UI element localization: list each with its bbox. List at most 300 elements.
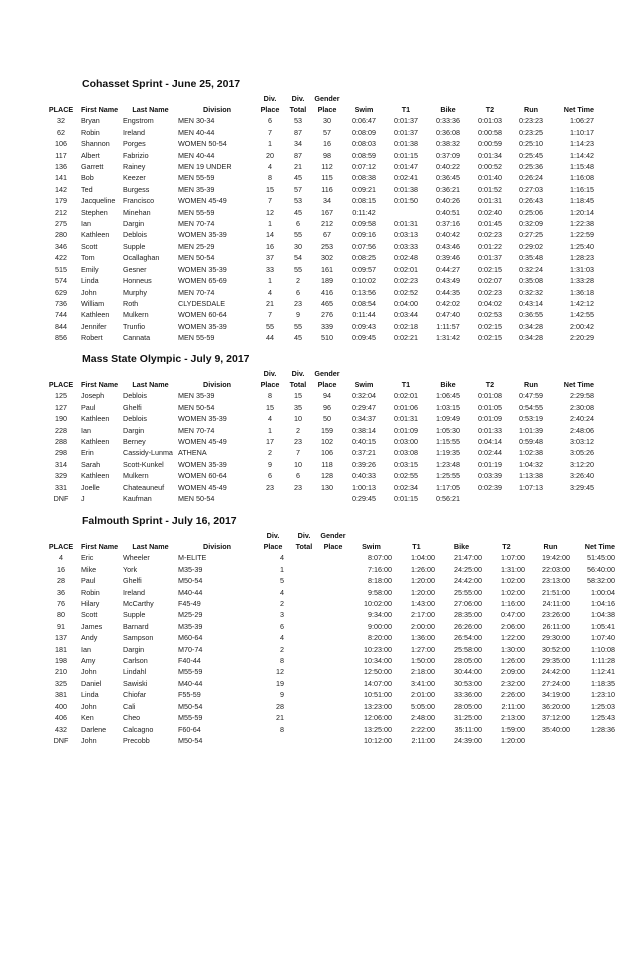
- net-time-cell: 1:11:28: [591, 656, 615, 666]
- first-name-cell: Kathleen: [81, 437, 110, 447]
- header-first-name: First Name: [81, 380, 119, 389]
- first-name-cell: Jennifer: [81, 321, 107, 331]
- net-time-cell: 2:30:08: [570, 402, 594, 412]
- division-cell: WOMEN 35-39: [178, 264, 227, 274]
- div-place-cell: 28: [276, 701, 284, 711]
- last-name-cell: Deblois: [123, 230, 147, 240]
- header-gender-place-top: Gender: [314, 369, 340, 378]
- t2-cell: 0:02:23: [478, 287, 502, 297]
- div-total-cell: [290, 644, 318, 655]
- swim-cell: 12:06:00: [364, 713, 392, 723]
- div-total-cell: 34: [294, 139, 302, 149]
- last-name-cell: Supple: [123, 241, 146, 251]
- last-name-cell: Porges: [123, 139, 146, 149]
- run-cell: 0:59:48: [519, 437, 543, 447]
- division-cell: MEN 35-39: [178, 391, 215, 401]
- header-first-name: First Name: [81, 542, 119, 551]
- last-name-cell: Roth: [123, 298, 139, 308]
- net-time-cell: 2:20:29: [570, 333, 594, 343]
- division-cell: MEN 25-29: [178, 241, 215, 251]
- t2-cell: 0:00:52: [478, 162, 502, 172]
- place-cell: 62: [57, 127, 65, 137]
- t1-cell: 0:02:01: [394, 391, 418, 401]
- division-cell: M40-44: [178, 587, 203, 597]
- net-time-cell: 1:10:17: [570, 127, 594, 137]
- div-place-cell: 9: [280, 690, 284, 700]
- division-cell: MEN 40-44: [178, 127, 215, 137]
- div-place-cell: 6: [268, 116, 272, 126]
- t2-cell: 0:02:53: [478, 310, 502, 320]
- table-row: [44, 172, 596, 183]
- div-place-cell: [256, 493, 284, 504]
- div-place-cell: 8: [268, 173, 272, 183]
- last-name-cell: Wheeler: [123, 553, 150, 563]
- t1-cell: 1:20:00: [411, 576, 435, 586]
- header-gender-place-top: Gender: [320, 531, 346, 540]
- division-cell: WOMEN 60-64: [178, 471, 227, 481]
- header-division: Division: [203, 380, 231, 389]
- run-cell: 0:25:10: [519, 139, 543, 149]
- place-cell: 432: [55, 724, 67, 734]
- place-cell: 125: [55, 391, 67, 401]
- t2-cell: 1:31:00: [501, 564, 525, 574]
- t2-cell: 0:01:31: [478, 196, 502, 206]
- swim-cell: 0:37:21: [352, 448, 376, 458]
- results-table: [44, 530, 617, 746]
- net-time-cell: 1:18:45: [570, 196, 594, 206]
- t2-cell: 0:01:19: [478, 459, 502, 469]
- div-place-cell: 16: [266, 241, 274, 251]
- place-cell: 329: [55, 471, 67, 481]
- bike-cell: 26:26:00: [454, 621, 482, 631]
- place-cell: 32: [57, 116, 65, 126]
- division-cell: M35-39: [178, 621, 203, 631]
- bike-cell: 1:03:15: [436, 402, 460, 412]
- swim-cell: 0:29:45: [352, 494, 376, 504]
- t1-cell: 1:27:00: [411, 644, 435, 654]
- header-div-total: Total: [295, 542, 313, 551]
- div-place-cell: 33: [266, 264, 274, 274]
- header-run: Run: [524, 105, 538, 114]
- first-name-cell: Ian: [81, 644, 91, 654]
- results-table: [44, 93, 596, 344]
- net-time-cell: 1:10:08: [591, 644, 615, 654]
- gender-place-cell: 50: [323, 414, 331, 424]
- bike-cell: 21:47:00: [454, 553, 482, 563]
- t1-cell: 2:18:00: [411, 667, 435, 677]
- gender-place-cell: 112: [321, 162, 333, 172]
- bike-cell: 1:15:55: [436, 437, 460, 447]
- bike-cell: 0:37:09: [436, 150, 460, 160]
- bike-cell: 0:56:21: [436, 494, 460, 504]
- div-place-cell: 15: [266, 402, 274, 412]
- swim-cell: 0:09:45: [352, 333, 376, 343]
- table-row: [44, 712, 617, 723]
- first-name-cell: Linda: [81, 276, 99, 286]
- t2-cell: 0:01:37: [478, 253, 502, 263]
- header-div-total-top: Div.: [291, 94, 305, 103]
- place-cell: 744: [55, 310, 67, 320]
- div-total-cell: 15: [294, 391, 302, 401]
- div-total-cell: 2: [296, 425, 300, 435]
- net-time-cell: 2:00:42: [570, 321, 594, 331]
- header-div-place: Place: [263, 542, 283, 551]
- last-name-cell: Dargin: [123, 644, 145, 654]
- division-cell: MEN 40-44: [178, 150, 215, 160]
- swim-cell: 10:02:00: [364, 599, 392, 609]
- place-cell: 275: [55, 219, 67, 229]
- run-cell: 0:25:36: [519, 162, 543, 172]
- place-cell: 137: [55, 633, 67, 643]
- place-cell: 142: [55, 184, 67, 194]
- header-division: Division: [203, 542, 231, 551]
- run-cell: 21:51:00: [542, 587, 570, 597]
- table-row: [44, 609, 617, 620]
- div-total-cell: [290, 735, 318, 746]
- div-total-cell: 87: [294, 150, 302, 160]
- place-cell: 346: [55, 241, 67, 251]
- gender-place-cell: 57: [323, 127, 331, 137]
- swim-cell: 8:07:00: [368, 553, 392, 563]
- first-name-cell: Joelle: [81, 482, 100, 492]
- run-cell: 0:32:09: [519, 219, 543, 229]
- run-cell: 0:47:59: [519, 391, 543, 401]
- bike-cell: 28:05:00: [454, 701, 482, 711]
- t2-cell: 0:00:59: [478, 139, 502, 149]
- table-row: [44, 666, 617, 677]
- division-cell: WOMEN 45-49: [178, 482, 227, 492]
- first-name-cell: Eric: [81, 553, 94, 563]
- first-name-cell: Robin: [81, 587, 100, 597]
- swim-cell: 0:08:25: [352, 253, 376, 263]
- bike-cell: 0:43:46: [436, 241, 460, 251]
- div-total-cell: 45: [294, 207, 302, 217]
- first-name-cell: Robert: [81, 333, 103, 343]
- header-bike: Bike: [440, 105, 456, 114]
- t2-cell: 1:20:00: [501, 735, 525, 745]
- t1-cell: 0:01:09: [394, 425, 418, 435]
- net-time-cell: 1:25:43: [591, 713, 615, 723]
- bike-cell: 0:40:22: [436, 162, 460, 172]
- gender-place-cell: [318, 587, 348, 598]
- run-cell: 0:26:43: [519, 196, 543, 206]
- bike-cell: 0:38:32: [436, 139, 460, 149]
- run-cell: 24:11:00: [542, 599, 570, 609]
- run-cell: 0:36:55: [519, 310, 543, 320]
- bike-cell: 0:40:26: [436, 196, 460, 206]
- swim-cell: 14:07:00: [364, 678, 392, 688]
- run-cell: 30:52:00: [542, 644, 570, 654]
- gender-place-cell: 116: [321, 184, 333, 194]
- place-cell: 422: [55, 253, 67, 263]
- gender-place-cell: 276: [321, 310, 333, 320]
- t2-cell: 2:32:00: [501, 678, 525, 688]
- gender-place-cell: [318, 666, 348, 677]
- table-row: [44, 161, 596, 172]
- first-name-cell: Paul: [81, 402, 96, 412]
- t2-cell: 0:04:14: [478, 437, 502, 447]
- div-place-cell: 21: [276, 713, 284, 723]
- division-cell: MEN 55-59: [178, 207, 215, 217]
- swim-cell: 0:11:42: [352, 207, 376, 217]
- div-total-cell: [290, 712, 318, 723]
- last-name-cell: Fabrizio: [123, 150, 149, 160]
- t2-cell: 0:01:05: [478, 402, 502, 412]
- division-cell: M50-54: [178, 735, 203, 745]
- div-place-cell: 3: [280, 610, 284, 620]
- div-place-cell: 37: [266, 253, 274, 263]
- bike-cell: 0:36:08: [436, 127, 460, 137]
- place-cell: 736: [55, 298, 67, 308]
- t2-cell: 1:07:00: [501, 553, 525, 563]
- place-cell: 856: [55, 333, 67, 343]
- run-cell: 24:42:00: [542, 667, 570, 677]
- division-cell: F60-64: [178, 724, 201, 734]
- first-name-cell: Erin: [81, 448, 94, 458]
- t1-cell: 0:01:15: [394, 494, 418, 504]
- header-div-place: Place: [260, 105, 280, 114]
- table-row: [44, 575, 617, 586]
- div-total-cell: [290, 575, 318, 586]
- div-place-cell: 12: [276, 667, 284, 677]
- t1-cell: 0:01:50: [394, 196, 418, 206]
- t1-cell: 1:50:00: [411, 656, 435, 666]
- net-time-cell: 2:40:24: [570, 414, 594, 424]
- race-title: Mass State Olympic - July 9, 2017: [82, 353, 250, 365]
- div-total-cell: 23: [294, 298, 302, 308]
- gender-place-cell: 128: [321, 471, 333, 481]
- net-time-cell: 1:28:36: [591, 724, 615, 734]
- place-cell: 141: [55, 173, 67, 183]
- gender-place-cell: [318, 621, 348, 632]
- t1-cell: 0:01:15: [394, 150, 418, 160]
- table-row: [44, 644, 617, 655]
- t1-cell: 1:26:00: [411, 564, 435, 574]
- net-time-cell: 1:14:42: [570, 150, 594, 160]
- header-t2: T2: [485, 380, 495, 389]
- t2-cell: 2:11:00: [501, 701, 525, 711]
- header-div-total: Total: [289, 105, 307, 114]
- table-row: [44, 218, 596, 229]
- run-cell: 1:13:38: [519, 471, 543, 481]
- div-place-cell: 7: [268, 310, 272, 320]
- t2-cell: 1:59:00: [501, 724, 525, 734]
- last-name-cell: Chateauneuf: [123, 482, 165, 492]
- table-row: [44, 332, 596, 343]
- t1-cell: 0:02:48: [394, 253, 418, 263]
- division-cell: M50-54: [178, 701, 203, 711]
- swim-cell: 0:06:47: [352, 116, 376, 126]
- header-t2: T2: [485, 105, 495, 114]
- run-cell: 29:30:00: [542, 633, 570, 643]
- net-time-cell: 1:12:41: [591, 667, 615, 677]
- first-name-cell: Robin: [81, 127, 100, 137]
- net-time-cell: 1:25:40: [570, 241, 594, 251]
- table-header: [44, 530, 617, 552]
- division-cell: M35-39: [178, 564, 203, 574]
- t1-cell: 1:36:00: [411, 633, 435, 643]
- swim-cell: 0:09:16: [352, 230, 376, 240]
- div-total-cell: 55: [294, 321, 302, 331]
- division-cell: MEN 50-54: [178, 253, 215, 263]
- div-total-cell: 55: [294, 264, 302, 274]
- header-division: Division: [203, 105, 231, 114]
- net-time-cell: 1:04:16: [591, 599, 615, 609]
- division-cell: F45-49: [178, 599, 201, 609]
- t1-cell: 0:03:08: [394, 448, 418, 458]
- table-row: [44, 724, 617, 735]
- division-cell: MEN 70-74: [178, 219, 215, 229]
- place-cell: 515: [55, 264, 67, 274]
- div-total-cell: 6: [296, 287, 300, 297]
- t2-cell: 1:16:00: [501, 599, 525, 609]
- t1-cell: 0:03:13: [394, 230, 418, 240]
- div-total-cell: 10: [294, 459, 302, 469]
- first-name-cell: Scott: [81, 610, 98, 620]
- gender-place-cell: 94: [323, 391, 331, 401]
- header-div-place-top: Div.: [263, 94, 277, 103]
- division-cell: M70-74: [178, 644, 203, 654]
- last-name-cell: Keezer: [123, 173, 146, 183]
- division-cell: MEN 30-34: [178, 116, 215, 126]
- t1-cell: 2:17:00: [411, 610, 435, 620]
- net-time-cell: 1:22:59: [570, 230, 594, 240]
- division-cell: WOMEN 45-49: [178, 437, 227, 447]
- last-name-cell: Ocallaghan: [123, 253, 160, 263]
- net-time-cell: 3:29:45: [570, 482, 594, 492]
- division-cell: WOMEN 60-64: [178, 310, 227, 320]
- run-cell: 0:54:55: [519, 402, 543, 412]
- gender-place-cell: [318, 712, 348, 723]
- div-total-cell: [290, 724, 318, 735]
- first-name-cell: Mike: [81, 564, 97, 574]
- division-cell: M60-64: [178, 633, 203, 643]
- div-total-cell: [290, 621, 318, 632]
- first-name-cell: John: [81, 667, 97, 677]
- place-cell: 629: [55, 287, 67, 297]
- first-name-cell: Bryan: [81, 116, 100, 126]
- div-place-cell: 8: [280, 656, 284, 666]
- div-total-cell: 9: [296, 310, 300, 320]
- net-time-cell: 1:36:18: [570, 287, 594, 297]
- last-name-cell: Cannata: [123, 333, 151, 343]
- swim-cell: 10:34:00: [364, 656, 392, 666]
- swim-cell: 12:50:00: [364, 667, 392, 677]
- bike-cell: 24:42:00: [454, 576, 482, 586]
- division-cell: WOMEN 35-39: [178, 459, 227, 469]
- bike-cell: 1:09:49: [436, 414, 460, 424]
- swim-cell: 0:13:56: [352, 287, 376, 297]
- table-row: [44, 309, 596, 320]
- first-name-cell: Joseph: [81, 391, 105, 401]
- div-place-cell: 44: [266, 333, 274, 343]
- run-cell: 0:32:24: [519, 264, 543, 274]
- div-place-cell: 4: [280, 553, 284, 563]
- div-place-cell: 1: [268, 425, 272, 435]
- place-cell: 314: [55, 459, 67, 469]
- last-name-cell: Francisco: [123, 196, 155, 206]
- place-cell: 190: [55, 414, 67, 424]
- division-cell: MEN 19 UNDER: [178, 162, 232, 172]
- bike-cell: 0:44:35: [436, 287, 460, 297]
- t2-cell: 0:01:33: [478, 425, 502, 435]
- first-name-cell: Shannon: [81, 139, 110, 149]
- t1-cell: 1:20:00: [411, 587, 435, 597]
- div-total-cell: [290, 587, 318, 598]
- swim-cell: 0:08:38: [352, 173, 376, 183]
- div-place-cell: 17: [266, 437, 274, 447]
- swim-cell: 0:08:59: [352, 150, 376, 160]
- div-total-cell: [290, 598, 318, 609]
- division-cell: WOMEN 45-49: [178, 196, 227, 206]
- div-total-cell: [290, 632, 318, 643]
- first-name-cell: James: [81, 621, 103, 631]
- header-place: PLACE: [48, 542, 74, 551]
- first-name-cell: Jacqueline: [81, 196, 116, 206]
- t2-cell: 0:00:58: [478, 127, 502, 137]
- bike-cell: 24:39:00: [454, 735, 482, 745]
- t2-cell: 0:02:23: [478, 230, 502, 240]
- place-cell: 117: [55, 150, 67, 160]
- bike-cell: 0:47:40: [436, 310, 460, 320]
- gender-place-cell: 253: [321, 241, 333, 251]
- net-time-cell: 1:16:15: [570, 184, 594, 194]
- place-cell: DNF: [53, 494, 69, 504]
- run-cell: 0:23:25: [519, 127, 543, 137]
- table-row: [44, 564, 617, 575]
- bike-cell: 33:36:00: [454, 690, 482, 700]
- run-cell: 19:42:00: [542, 553, 570, 563]
- gender-place-cell: [318, 655, 348, 666]
- run-cell: 36:20:00: [542, 701, 570, 711]
- last-name-cell: Engstrom: [123, 116, 154, 126]
- div-place-cell: 2: [280, 599, 284, 609]
- div-place-cell: 1: [268, 219, 272, 229]
- header-t1: T1: [412, 542, 421, 551]
- division-cell: WOMEN 35-39: [178, 414, 227, 424]
- net-time-cell: 1:20:14: [570, 207, 594, 217]
- t2-cell: 1:22:00: [501, 633, 525, 643]
- last-name-cell: Lindahl: [123, 667, 147, 677]
- swim-cell: 0:09:43: [352, 321, 376, 331]
- first-name-cell: Ian: [81, 219, 91, 229]
- t2-cell: 1:30:00: [501, 644, 525, 654]
- table-row: [44, 287, 596, 298]
- last-name-cell: Trunfio: [123, 321, 146, 331]
- gender-place-cell: [318, 575, 348, 586]
- t2-cell: 0:04:02: [478, 298, 502, 308]
- first-name-cell: J: [81, 494, 85, 504]
- net-time-cell: 1:25:03: [591, 701, 615, 711]
- table-row: [44, 195, 596, 206]
- div-total-cell: [290, 689, 318, 700]
- last-name-cell: York: [123, 564, 138, 574]
- t2-cell: 0:03:39: [478, 471, 502, 481]
- run-cell: 35:40:00: [542, 724, 570, 734]
- table-row: [44, 425, 596, 436]
- header-div-place-top: Div.: [263, 369, 277, 378]
- t1-cell: 2:11:00: [411, 735, 435, 745]
- place-cell: 106: [55, 139, 67, 149]
- t2-cell: 0:02:40: [478, 207, 502, 217]
- table-header: [44, 93, 596, 115]
- div-place-cell: [256, 735, 290, 746]
- division-cell: WOMEN 65-69: [178, 276, 227, 286]
- swim-cell: 0:08:15: [352, 196, 376, 206]
- first-name-cell: Paul: [81, 576, 96, 586]
- first-name-cell: John: [81, 287, 97, 297]
- t1-cell: 0:02:34: [394, 482, 418, 492]
